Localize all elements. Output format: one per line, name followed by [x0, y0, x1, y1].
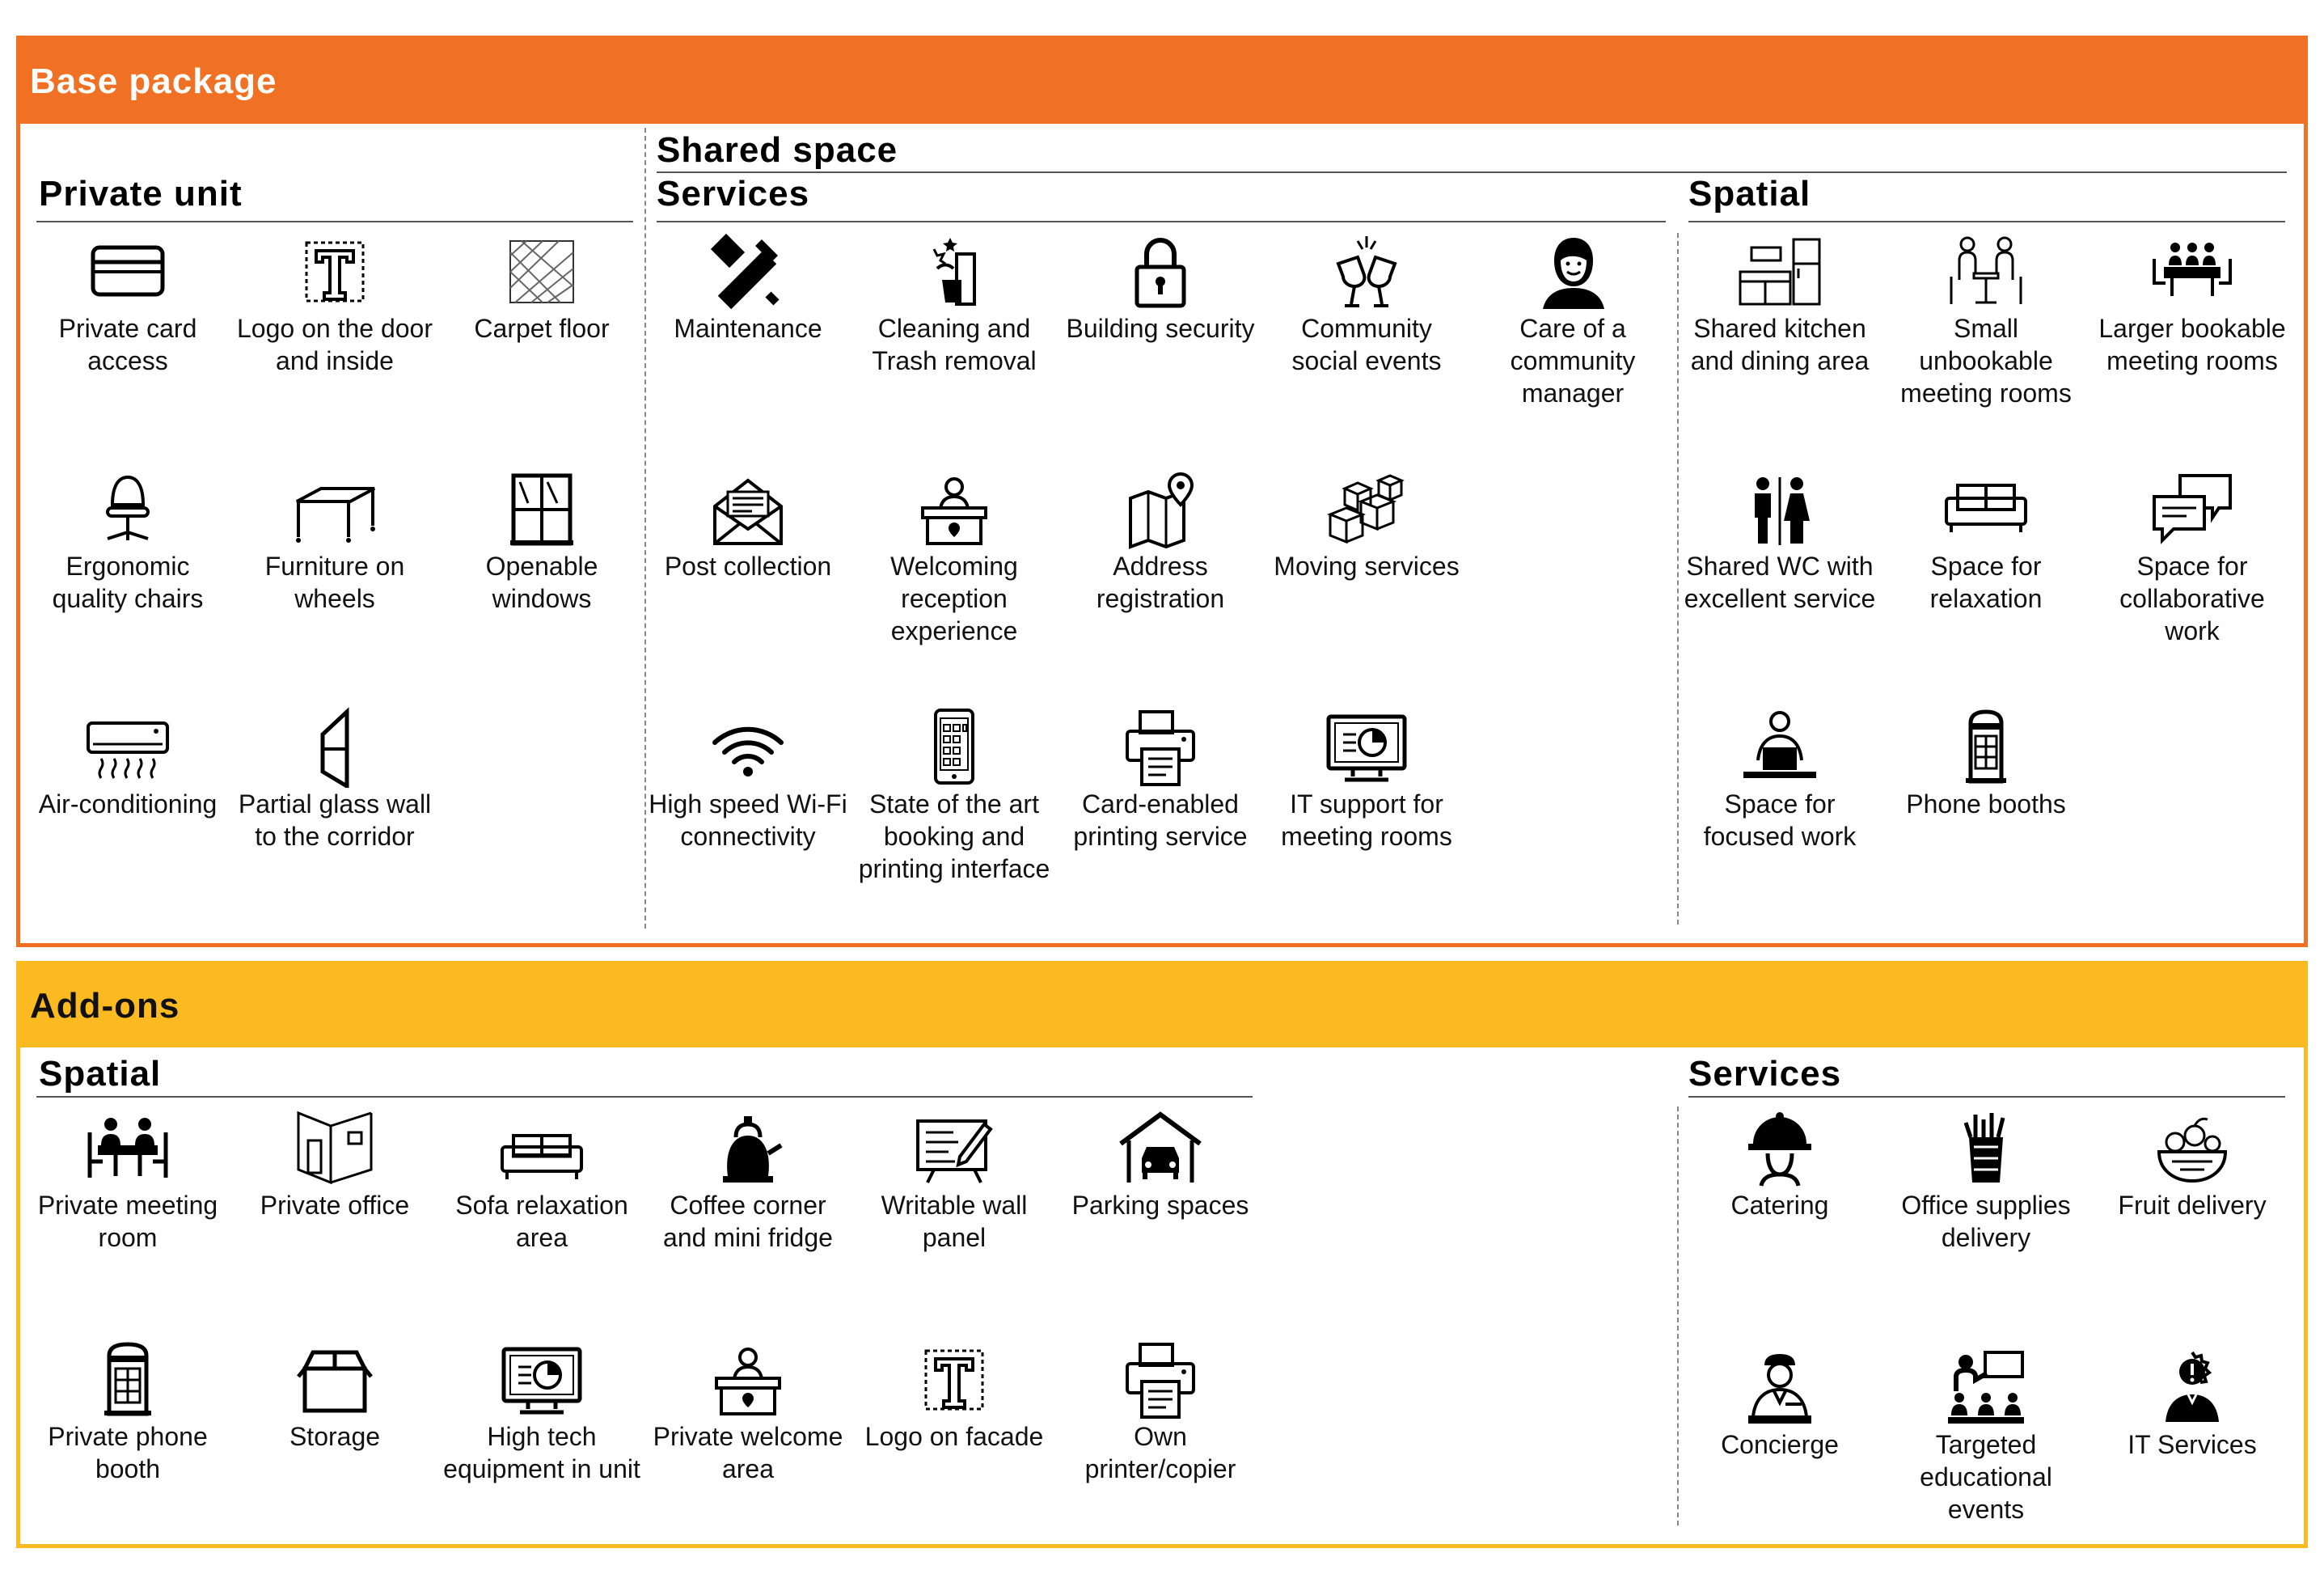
item-label: Carpet floor — [474, 314, 610, 343]
supplies-icon — [1942, 1108, 2030, 1189]
item-own-printer — [1059, 1339, 1261, 1485]
reception-icon — [704, 1339, 792, 1420]
item-label: Building security — [1066, 314, 1255, 343]
item-openable-windows — [441, 469, 643, 615]
item-label: Private meeting room — [37, 1191, 218, 1252]
item-label: Private office — [260, 1191, 410, 1220]
printer-icon — [1116, 1339, 1205, 1420]
monitor-chart-icon — [497, 1339, 586, 1420]
table-icon — [290, 469, 379, 550]
cloche-icon — [1735, 1108, 1824, 1189]
whiteboard-icon — [910, 1108, 999, 1189]
item-private-meeting-room — [27, 1108, 229, 1254]
ac-icon — [83, 707, 172, 788]
shared-space-rule — [657, 171, 2287, 173]
item-community-manager — [1472, 231, 1674, 409]
item-educational-events — [1885, 1348, 2087, 1525]
addons-services-rule — [1688, 1096, 2285, 1098]
base-package-header: Base package — [20, 40, 2304, 124]
item-label: Catering — [1730, 1191, 1829, 1220]
item-fruit-delivery — [2091, 1108, 2293, 1221]
fruit-bowl-icon — [2148, 1108, 2237, 1189]
item-partial-glass-wall — [234, 707, 436, 853]
item-furniture-wheels — [234, 469, 436, 615]
glass-wall-icon — [290, 707, 379, 788]
item-shared-wc — [1679, 469, 1881, 615]
wifi-icon — [704, 707, 792, 788]
item-label: Partial glass wall to the corridor — [238, 789, 432, 851]
window-icon — [497, 469, 586, 550]
item-shared-kitchen — [1679, 231, 1881, 377]
box-icon — [290, 1339, 379, 1420]
item-office-supplies — [1885, 1108, 2087, 1254]
private-unit-rule — [36, 221, 633, 222]
item-label: Parking spaces — [1071, 1191, 1249, 1220]
item-private-welcome-area — [647, 1339, 849, 1485]
item-label: High speed Wi-Fi connectivity — [649, 789, 847, 851]
it-person-icon — [2148, 1348, 2237, 1428]
item-private-phone-booth — [27, 1339, 229, 1485]
item-label: Coffee corner and mini fridge — [663, 1191, 833, 1252]
kitchen-icon — [1735, 231, 1824, 312]
phone-booth-icon — [1942, 707, 2030, 788]
item-label: Private welcome area — [653, 1422, 843, 1483]
item-label: Moving services — [1274, 552, 1460, 581]
item-label: Storage — [289, 1422, 381, 1451]
shared-services-title: Services — [657, 174, 810, 214]
item-label: Cleaning and Trash removal — [872, 314, 1037, 375]
item-coffee-corner — [647, 1108, 849, 1254]
item-maintenance — [647, 231, 849, 345]
item-label: Logo on facade — [864, 1422, 1044, 1451]
phone-booth-icon — [83, 1339, 172, 1420]
monitor-chart-icon — [1322, 707, 1411, 788]
item-label: IT Services — [2128, 1430, 2257, 1459]
room-icon — [290, 1108, 379, 1189]
carpet-icon — [497, 231, 586, 312]
card-icon — [83, 231, 172, 312]
item-label: Shared kitchen and dining area — [1690, 314, 1870, 375]
item-phone-booths — [1885, 707, 2087, 820]
item-catering — [1679, 1108, 1881, 1221]
item-label: Private phone booth — [48, 1422, 208, 1483]
item-wifi — [647, 707, 849, 853]
addons-spatial-rule — [36, 1096, 1253, 1098]
logo-icon — [910, 1339, 999, 1420]
sofa-icon — [1942, 469, 2030, 550]
item-label: Phone booths — [1906, 789, 2066, 819]
item-label: Community social events — [1291, 314, 1442, 375]
item-relaxation-space — [1885, 469, 2087, 615]
wc-icon — [1735, 469, 1824, 550]
item-label: Care of a community manager — [1510, 314, 1636, 408]
item-label: State of the art booking and printing interface — [858, 789, 1050, 883]
item-small-meeting-rooms — [1885, 231, 2087, 409]
item-air-conditioning — [27, 707, 229, 820]
large-meeting-icon — [2148, 231, 2237, 312]
item-card-printing — [1059, 707, 1261, 853]
divider-private-shared — [644, 128, 646, 929]
item-label: Furniture on wheels — [264, 552, 405, 613]
presentation-icon — [1942, 1348, 2030, 1428]
item-label: Welcoming reception experience — [890, 552, 1018, 645]
item-label: Private card access — [58, 314, 197, 375]
item-private-office — [234, 1108, 436, 1221]
cleaning-icon — [910, 231, 999, 312]
toast-icon — [1322, 231, 1411, 312]
envelope-icon — [704, 469, 792, 550]
kettle-icon — [704, 1108, 792, 1189]
tools-icon — [704, 231, 792, 312]
item-label: Shared WC with excellent service — [1684, 552, 1876, 613]
item-it-services — [2091, 1348, 2293, 1461]
item-label: IT support for meeting rooms — [1281, 789, 1452, 851]
item-label: Targeted educational events — [1920, 1430, 2052, 1524]
item-concierge — [1679, 1348, 1881, 1461]
item-parking-spaces — [1059, 1108, 1261, 1221]
item-logo-facade — [853, 1339, 1055, 1453]
printer-icon — [1116, 707, 1205, 788]
item-label: Space for focused work — [1703, 789, 1857, 851]
addons-services-title: Services — [1688, 1054, 1842, 1094]
item-label: Own printer/copier — [1084, 1422, 1236, 1483]
item-booking-interface — [853, 707, 1055, 885]
item-private-card-access — [27, 231, 229, 377]
item-label: Space for collaborative work — [2119, 552, 2265, 645]
item-carpet-floor — [441, 231, 643, 345]
item-label: Sofa relaxation area — [455, 1191, 628, 1252]
item-label: Office supplies delivery — [1901, 1191, 2071, 1252]
tablet-icon — [910, 707, 999, 788]
logo-icon — [290, 231, 379, 312]
small-meeting-icon — [1942, 231, 2030, 312]
item-label: Air-conditioning — [38, 789, 218, 819]
item-label: Post collection — [664, 552, 832, 581]
shared-services-rule — [657, 221, 1666, 222]
addons-header: Add-ons — [20, 965, 2304, 1047]
item-label: Card-enabled printing service — [1073, 789, 1248, 851]
item-focused-work — [1679, 707, 1881, 853]
item-label: Fruit delivery — [2118, 1191, 2267, 1220]
item-storage — [234, 1339, 436, 1453]
laptop-person-icon — [1735, 707, 1824, 788]
concierge-icon — [1735, 1348, 1824, 1428]
item-community-events — [1266, 231, 1468, 377]
meeting-icon — [83, 1108, 172, 1189]
item-label: Address registration — [1096, 552, 1225, 613]
boxes-icon — [1322, 469, 1411, 550]
item-label: Ergonomic quality chairs — [52, 552, 204, 613]
item-collaborative-work — [2091, 469, 2293, 647]
private-unit-title: Private unit — [39, 174, 243, 214]
item-label: Space for relaxation — [1929, 552, 2043, 613]
item-label: Larger bookable meeting rooms — [2098, 314, 2286, 375]
item-building-security — [1059, 231, 1261, 345]
map-pin-icon — [1116, 469, 1205, 550]
item-welcoming-reception — [853, 469, 1055, 647]
person-icon — [1528, 231, 1617, 312]
chair-icon — [83, 469, 172, 550]
item-sofa-relaxation — [441, 1108, 643, 1254]
item-address-registration — [1059, 469, 1261, 615]
lock-icon — [1116, 231, 1205, 312]
item-ergonomic-chairs — [27, 469, 229, 615]
shared-spatial-rule — [1688, 221, 2285, 222]
item-post-collection — [647, 469, 849, 582]
shared-spatial-title: Spatial — [1688, 174, 1811, 214]
shared-space-title: Shared space — [657, 130, 898, 170]
item-label: Logo on the door and inside — [237, 314, 433, 375]
sofa-icon — [497, 1108, 586, 1189]
item-label: Concierge — [1721, 1430, 1839, 1459]
item-label: High tech equipment in unit — [443, 1422, 640, 1483]
reception-icon — [910, 469, 999, 550]
item-label: Writable wall panel — [881, 1191, 1028, 1252]
item-logo-door — [234, 231, 436, 377]
item-high-tech-equipment — [441, 1339, 643, 1485]
item-label: Small unbookable meeting rooms — [1900, 314, 2072, 408]
item-writable-wall — [853, 1108, 1055, 1254]
chat-icon — [2148, 469, 2237, 550]
addons-spatial-title: Spatial — [39, 1054, 162, 1094]
item-label: Openable windows — [485, 552, 598, 613]
garage-icon — [1116, 1108, 1205, 1189]
item-cleaning — [853, 231, 1055, 377]
item-label: Maintenance — [674, 314, 822, 343]
item-it-support — [1266, 707, 1468, 853]
item-moving-services — [1266, 469, 1468, 582]
item-larger-meeting-rooms — [2091, 231, 2293, 377]
